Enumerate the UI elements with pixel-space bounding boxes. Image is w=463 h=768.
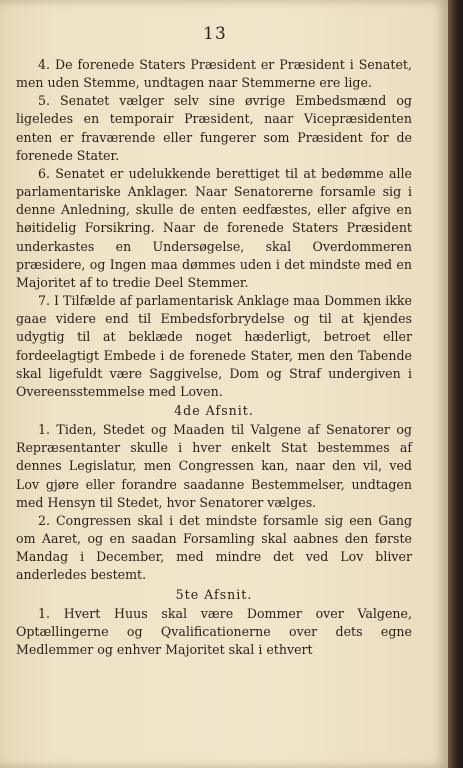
para-7: 7. I Tilfælde af parlamentarisk Anklage maa Dommen ikke gaae videre end til Embedsforbrydelse og til at kjendes udygtig til at beklæde noget hæderligt, betroet eller fordeelagtigt Embede i de forenede Stater, men den Tabende skal ligefuldt være Saggivelse, Dom og Straf undergiven i Overeensstemmelse med Loven. [16,293,412,399]
para-5-1: 1. Hvert Huus skal være Dommer over Valgene, Optællingerne og Qvalificationerne over dets egne Medlemmer og enhver Majoritet skal i ethvert [16,605,412,657]
section-heading-4: 4de Afsnit. [174,402,254,418]
para-5: 5. Senatet vælger selv sine øvrige Embedsmænd og ligeledes en temporair Præsident, naar Vicepræsidenten enten er fraværende eller fungerer som Præsident for de forenede Stater. [16,93,412,163]
page-text [16,56,412,659]
page-number: 13 [203,24,227,44]
para-6: 6. Senatet er udelukkende berettiget til at bedømme alle parlamentariske Anklager. Naar Senatorerne forsamle sig i denne Anledning, skulle de enten eedfæstes, eller afgive en høitidelig Forsikring. Naar de forenede Staters Præsident underkastes en Undersøgelse, skal Overdommeren præsidere, og Ingen maa dømmes uden i det mindste med en Majoritet af to tredie Deel Stemmer. [16,165,412,290]
para-4: 4. De forenede Staters Præsident er Præsident i Senatet, men uden Stemme, undtagen naar Stemmerne ere lige. [16,57,412,91]
para-4-1: 1. Tiden, Stedet og Maaden til Valgene af Senatorer og Repræsentanter skulle i hver enkelt Stat bestemmes af dennes Legislatur, men Congressen kan, naar den vil, ved Lov gjøre eller forandre saadanne Bestemmelser, undtagen med Hensyn til Stedet, hvor Senatorer vælges. [16,422,412,510]
book-edge [448,0,463,768]
section-heading-5: 5te Afsnit. [175,586,253,602]
para-4-2: 2. Congressen skal i det mindste forsamle sig een Gang om Aaret, og en saadan Forsamling skal aabnes den første Mandag i December, med mindre det ved Lov bliver anderledes bestemt. [16,512,412,583]
